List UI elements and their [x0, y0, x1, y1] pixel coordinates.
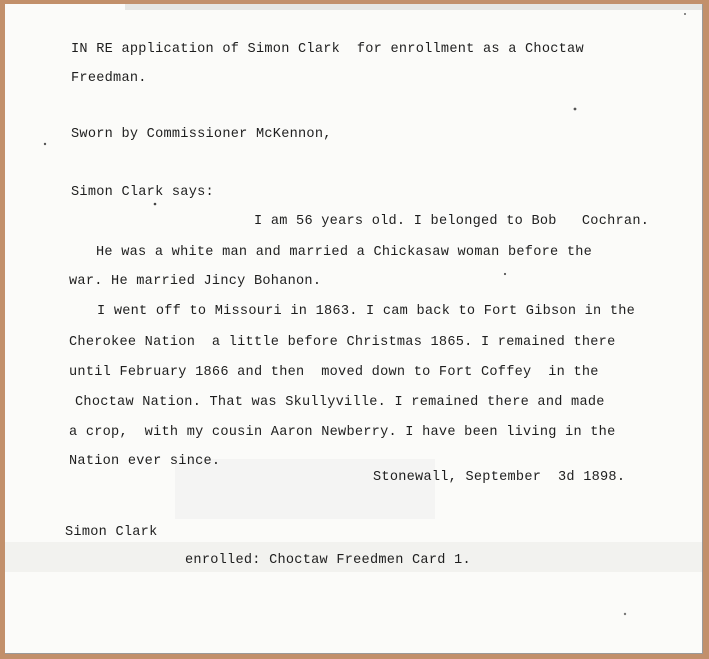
- heading-line-2: Freedman.: [71, 71, 147, 86]
- testimony-line: Nation ever since.: [69, 454, 221, 469]
- testimony-line: He was a white man and married a Chickasaw woman before the: [96, 245, 593, 260]
- testimony-line: war. He married Jincy Bohanon.: [69, 274, 322, 289]
- testimony-line: Cherokee Nation a little before Christmas 1865. I remained there: [69, 335, 616, 350]
- heading-line-1: IN RE application of Simon Clark for enrollment as a Choctaw: [71, 42, 584, 57]
- sworn-statement: Sworn by Commissioner McKennon,: [71, 127, 332, 142]
- enrollment-note: enrolled: Choctaw Freedmen Card 1.: [185, 553, 471, 568]
- testimony-line: I am 56 years old. I belonged to Bob Cochran.: [254, 214, 650, 229]
- speaker-line: Simon Clark says:: [71, 185, 214, 200]
- testimony-line: a crop, with my cousin Aaron Newberry. I have been living in the: [69, 425, 616, 440]
- testimony-line: Choctaw Nation. That was Skullyville. I remained there and made: [75, 395, 605, 410]
- document-page: [5, 4, 703, 654]
- testimony-line: until February 1866 and then moved down to Fort Coffey in the: [69, 365, 599, 380]
- signature: Simon Clark: [65, 525, 158, 540]
- place-and-date: Stonewall, September 3d 1898.: [373, 470, 626, 485]
- testimony-line: I went off to Missouri in 1863. I cam back to Fort Gibson in the: [97, 304, 636, 319]
